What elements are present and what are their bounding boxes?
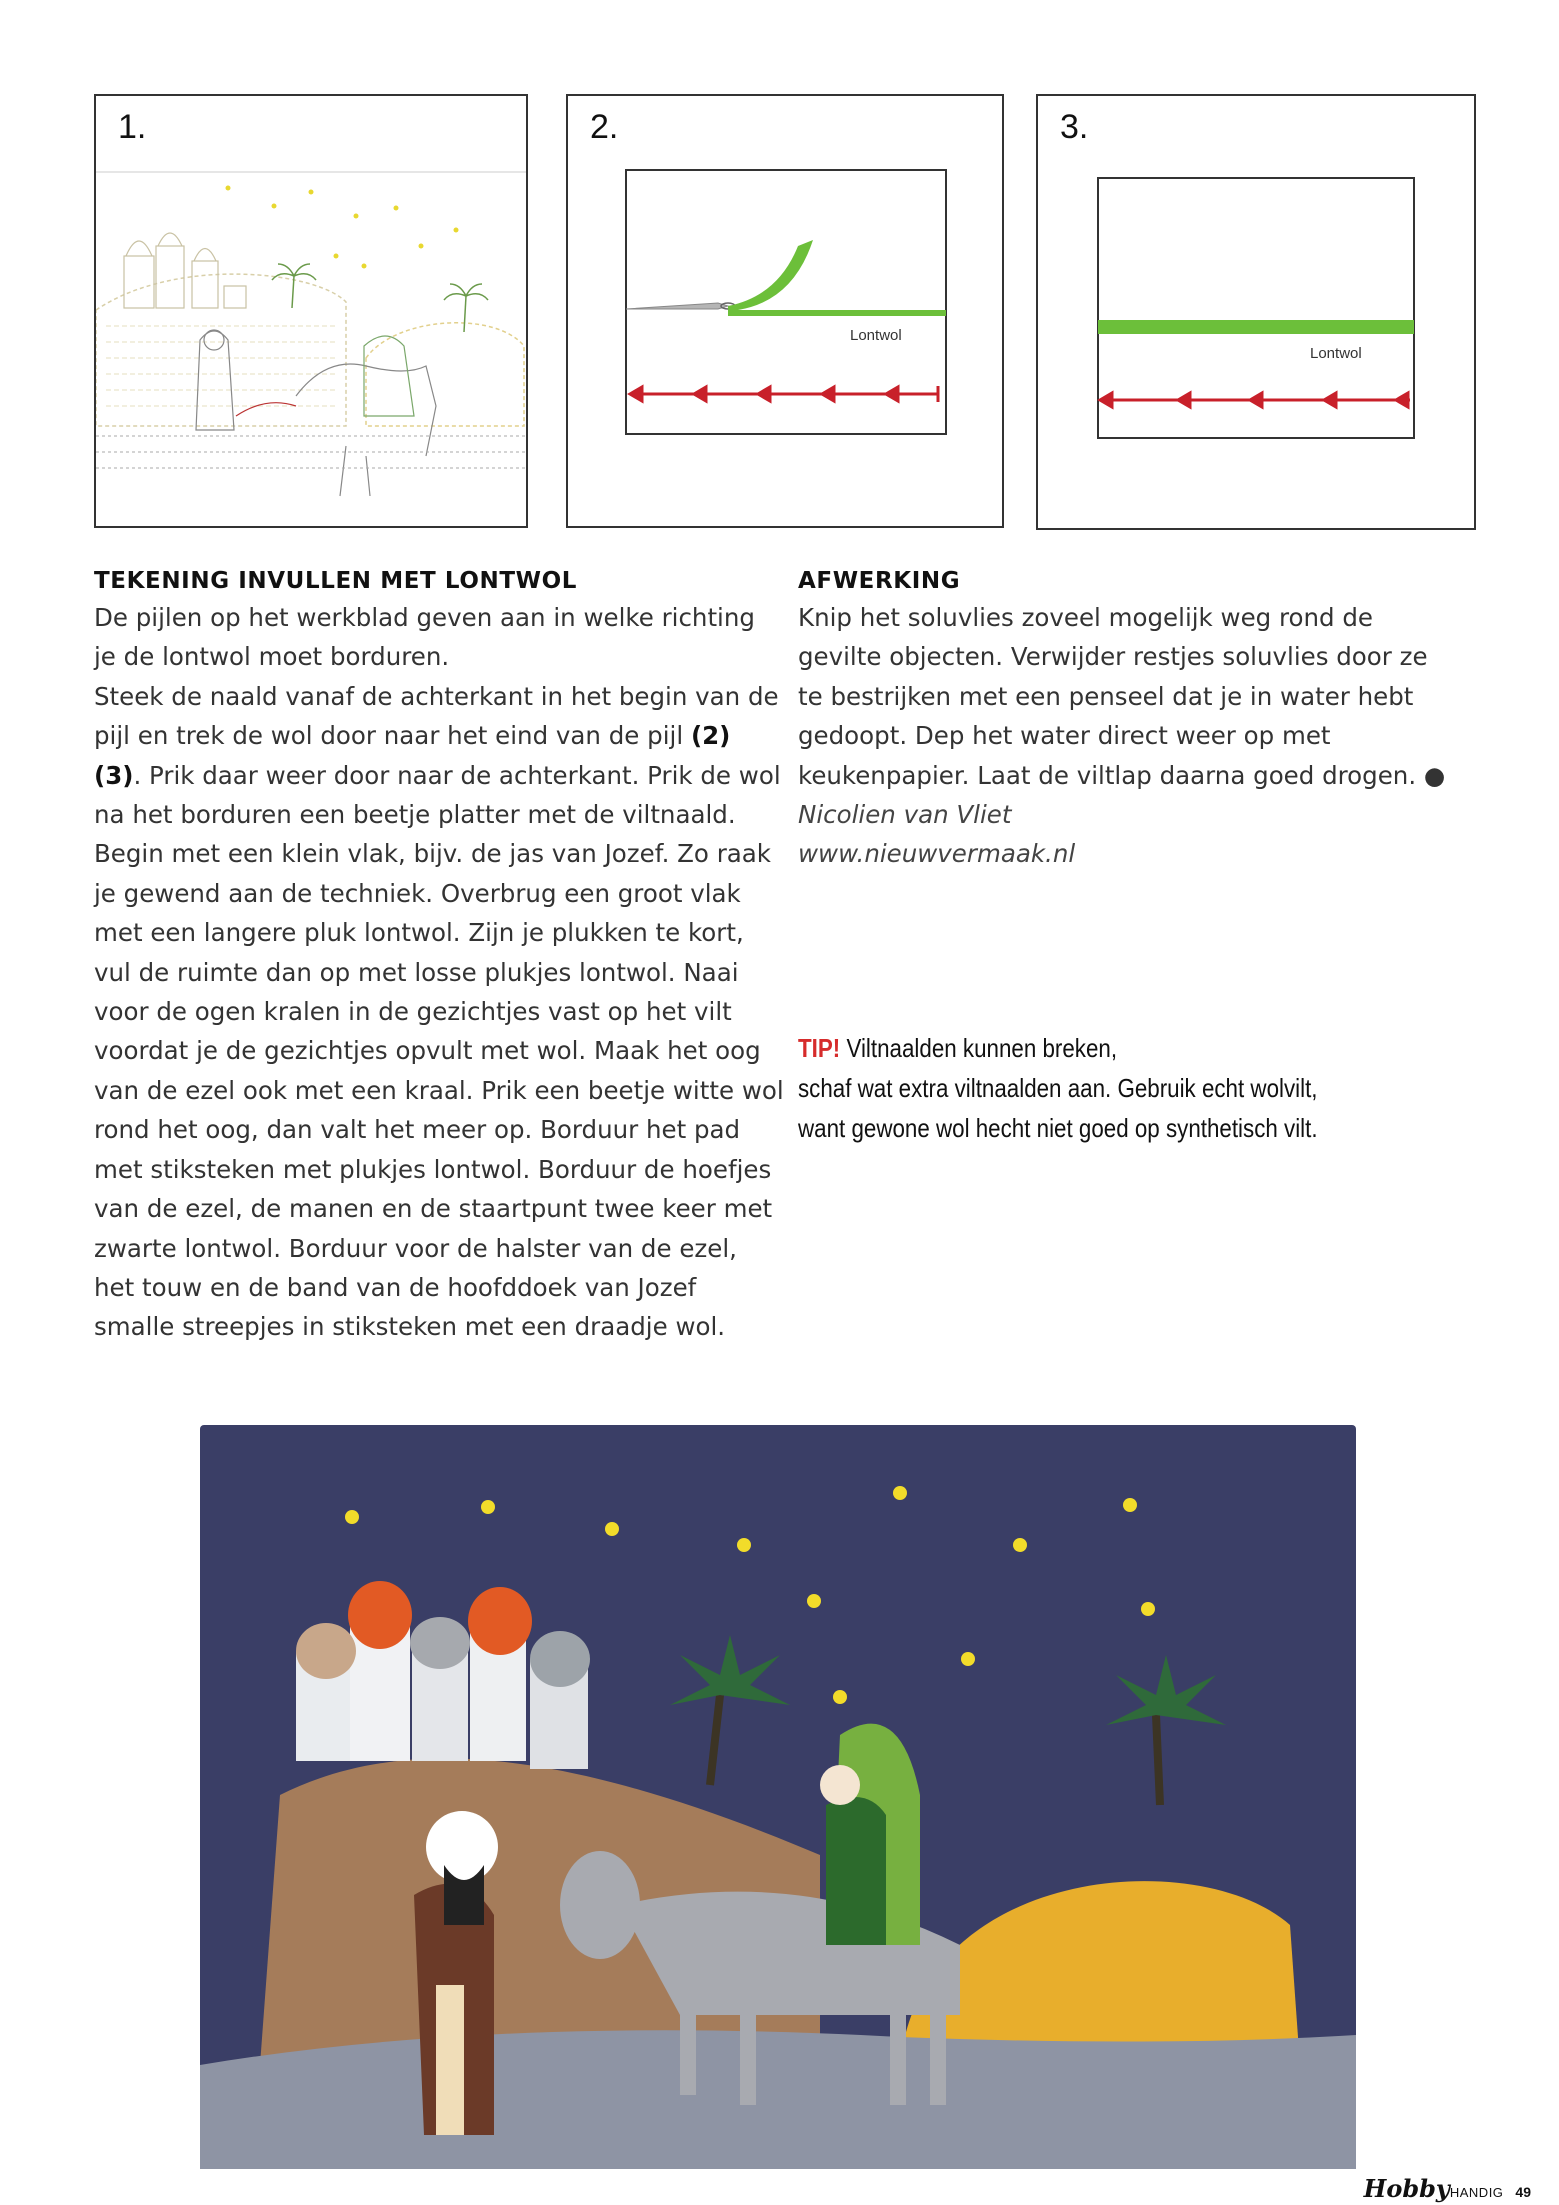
figure-2 xyxy=(566,94,1004,528)
page-number: 49 xyxy=(1515,2184,1531,2200)
felt-artwork-photo xyxy=(200,1425,1356,2169)
paragraph-text: De pijlen op het werkblad geven aan in welke richting je de lontwol moet borduren. xyxy=(94,603,755,672)
figure-number: 2. xyxy=(590,108,619,146)
wool-label: Lontwol xyxy=(1310,345,1362,362)
wool-label: Lontwol xyxy=(850,327,902,344)
magazine-logo: Hobby xyxy=(1363,2174,1450,2203)
figure-1 xyxy=(94,94,528,528)
intro-paragraph xyxy=(94,598,784,1347)
paragraph-text: . Prik daar weer door naar de achterkant. Prik de wol na het borduren een beetje platter met de viltnaald. Begin met een klein vlak, bijv. de jas van Jozef. Zo raak je gewend aan de techniek. Overbrug een groot vlak met een langere pluk lontwol. Zijn je plukken te kort, vul de ruimte dan op met losse plukjes lontwol. Naai voor de ogen kralen in de gezichtjes vast op het vilt voordat je de gezichtjes opvult met wol. Maak het oog van de ezel ook met een kraal. Prik een beetje witte wol rond het oog, dan valt het meer op. Borduur het pad met stiksteken met plukjes lontwol. Borduur de hoefjes van de ezel, de manen en de staartpunt twee keer met zwarte lontwol. Borduur voor de halster van de ezel, het touw en de band van de hoofddoek van Jozef smalle streepjes in stiksteken met een draadje wol. xyxy=(94,760,784,1342)
figure-reference: (2) (3) xyxy=(94,721,731,790)
figure-number: 1. xyxy=(118,108,147,146)
paragraph-text: Knip het soluvlies zoveel mogelijk weg rond de gevilte objecten. Verwijder restjes soluvlies door ze te bestrijken met een penseel dat je in water hebt gedoopt. Dep het water direct weer op met keukenpapier. Laat de viltlap daarna goed drogen. ● xyxy=(798,603,1446,790)
paragraph-text: Steek de naald vanaf de achterkant in het begin van de pijl en trek de wol door naar het eind van de pijl xyxy=(94,681,779,751)
left-column xyxy=(94,568,784,1347)
tip-text: Viltnaalden kunnen breken, xyxy=(840,1033,1118,1063)
tip-text: schaf wat extra viltnaalden aan. Gebruik echt wolvilt, xyxy=(798,1073,1318,1103)
website-link: www.nieuwvermaak.nl xyxy=(798,839,1076,869)
section-heading: TEKENING INVULLEN MET LONTWOL xyxy=(94,568,578,594)
right-column xyxy=(798,568,1458,874)
page-footer xyxy=(1364,2174,1531,2203)
stitch-diagram-needle xyxy=(568,96,1002,526)
finishing-paragraph xyxy=(798,598,1458,874)
figure-3 xyxy=(1036,94,1476,530)
section-heading: AFWERKING xyxy=(798,568,961,594)
tip-text: want gewone wol hecht niet goed op synthetisch vilt. xyxy=(798,1113,1318,1143)
embroidery-pattern-sketch xyxy=(96,96,526,526)
tip-box xyxy=(798,1028,1477,1148)
tip-label: TIP! xyxy=(798,1033,841,1063)
magazine-logo-suffix: HANDIG xyxy=(1449,2185,1504,2200)
figure-number: 3. xyxy=(1060,108,1089,146)
author-name: Nicolien van Vliet xyxy=(798,800,1012,830)
stitch-diagram-flat xyxy=(1038,96,1474,528)
